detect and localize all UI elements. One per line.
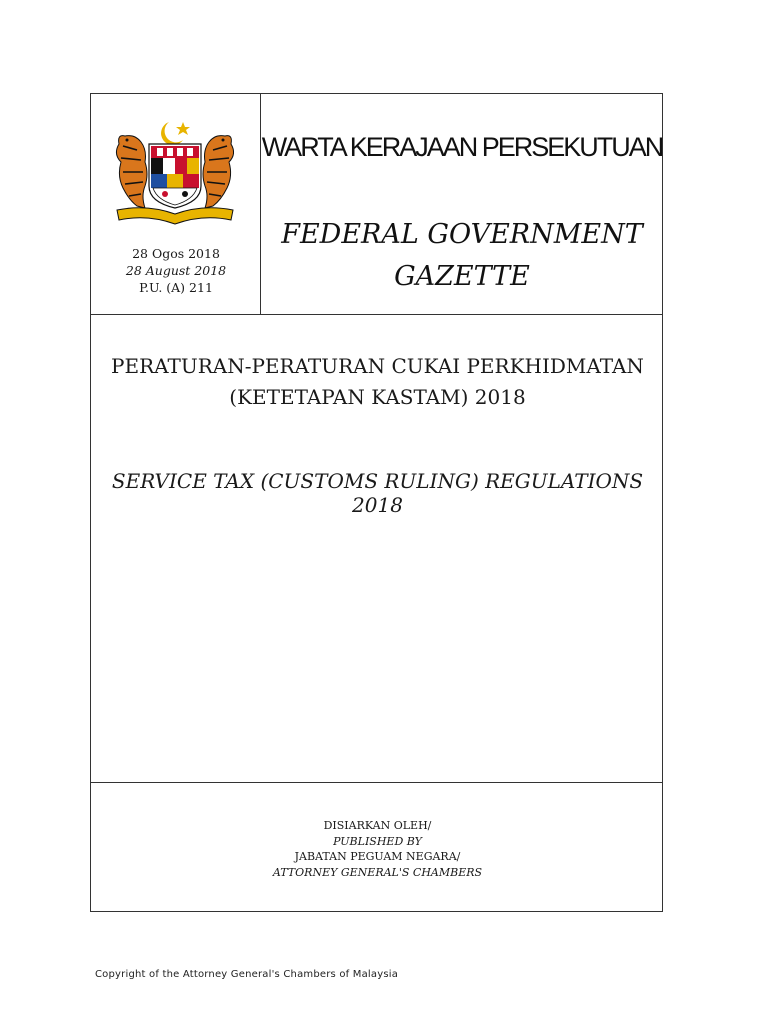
published-by-english: PUBLISHED BY xyxy=(333,834,422,848)
gazette-frame xyxy=(90,93,663,912)
header-left-panel xyxy=(91,94,261,314)
published-by-malay: DISIARKAN OLEH/ xyxy=(323,819,432,832)
header-right-panel xyxy=(261,94,663,314)
regulation-title-malay-line2: (KETETAPAN KASTAM) 2018 xyxy=(229,385,526,409)
malaysia-coat-of-arms-icon xyxy=(107,116,243,226)
title-malay: WARTA KERAJAAN PERSEKUTUAN xyxy=(261,132,663,162)
title-english-line1: FEDERAL GOVERNMENT xyxy=(281,219,643,250)
regulation-title-malay-line1: PERATURAN-PERATURAN CUKAI PERKHIDMATAN xyxy=(111,354,644,378)
header-divider xyxy=(91,314,662,315)
publisher-name-malay: JABATAN PEGUAM NEGARA/ xyxy=(294,850,461,863)
pu-number: P.U. (A) 211 xyxy=(139,280,213,295)
copyright-notice: Copyright of the Attorney General's Chambers of Malaysia xyxy=(95,969,399,980)
footer-divider xyxy=(91,782,662,783)
regulation-title-malay xyxy=(91,351,664,413)
publisher-name-english: ATTORNEY GENERAL'S CHAMBERS xyxy=(272,865,483,879)
title-english xyxy=(261,214,663,298)
publisher-block xyxy=(91,818,664,880)
title-english-line2: GAZETTE xyxy=(394,261,530,292)
date-malay: 28 Ogos 2018 xyxy=(132,246,220,261)
regulation-title-english: SERVICE TAX (CUSTOMS RULING) REGULATIONS 2018 xyxy=(111,469,644,517)
date-block xyxy=(91,245,261,296)
date-english: 28 August 2018 xyxy=(125,263,227,278)
